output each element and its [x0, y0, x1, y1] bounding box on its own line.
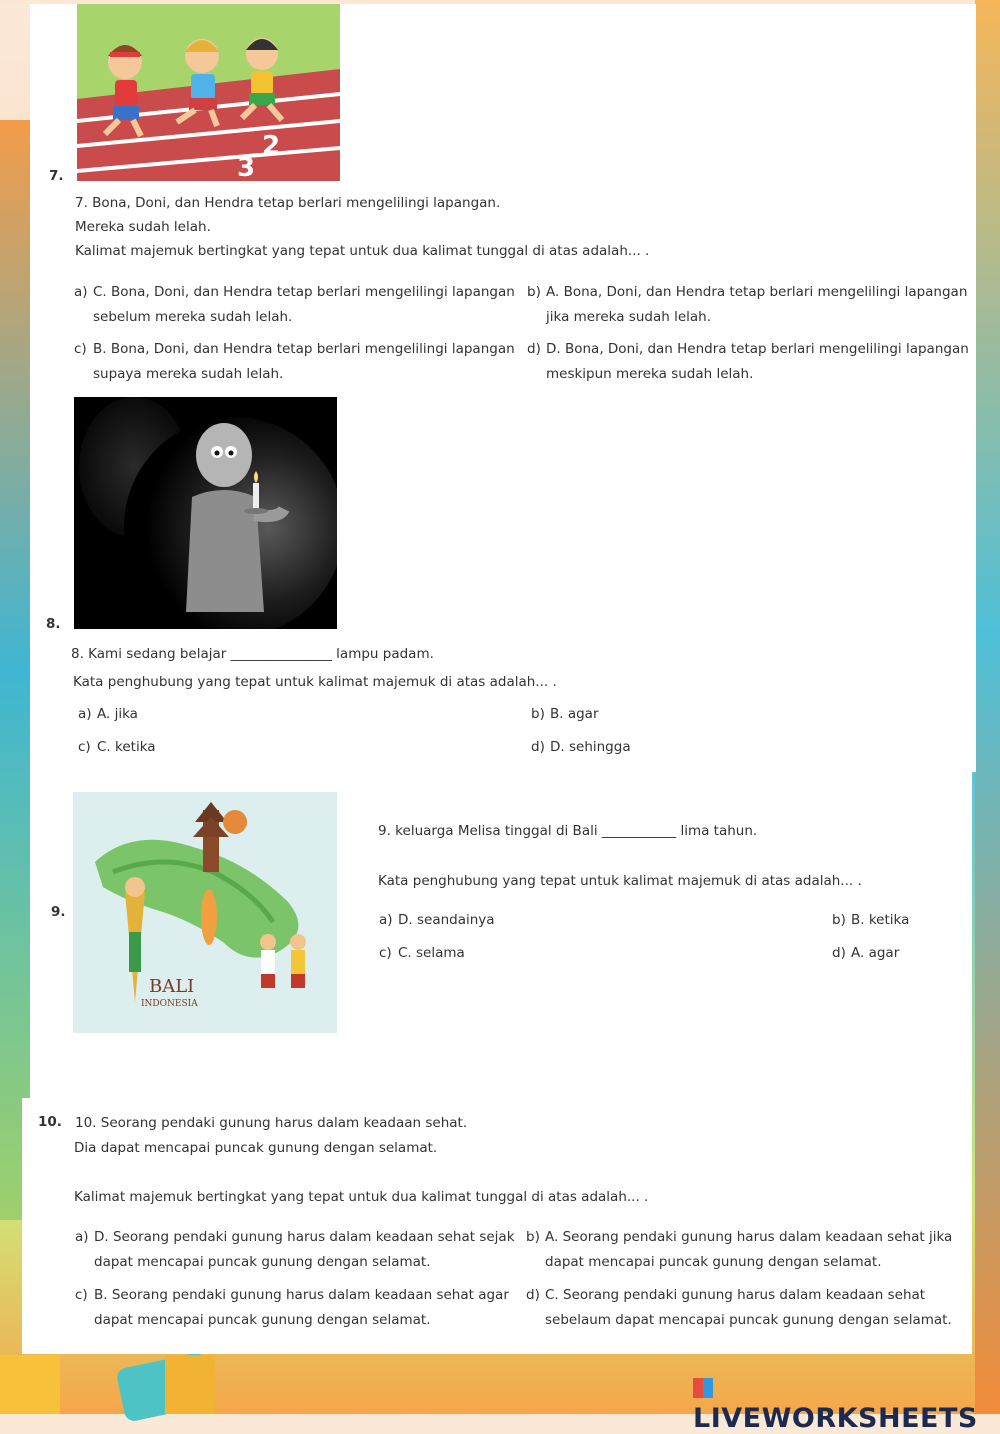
option-letter: a)	[78, 706, 92, 722]
question-8-number: 8.	[46, 616, 61, 632]
option-text: D. sehingga	[550, 739, 631, 755]
option-letter: d)	[832, 945, 846, 961]
question-10-line-3: Kalimat majemuk bertingkat yang tepat untuk dua kalimat tunggal di atas adalah... .	[74, 1189, 649, 1205]
option-letter: d)	[526, 1287, 540, 1303]
question-10-line-1: 10. Seorang pendaki gunung harus dalam keadaan sehat.	[75, 1115, 468, 1131]
question-8-option-b[interactable]	[531, 702, 599, 727]
question-9-option-c[interactable]	[379, 941, 465, 966]
question-9-option-a[interactable]	[379, 908, 495, 933]
option-letter: b)	[527, 284, 541, 300]
question-10-number: 10.	[38, 1114, 62, 1130]
option-text: A. agar	[851, 945, 900, 961]
background-shape-bottom-left	[0, 1355, 60, 1414]
option-text-line-1: D. Bona, Doni, dan Hendra tetap berlari mengelilingi lapangan	[546, 341, 969, 357]
bali-map-image	[73, 792, 337, 1033]
answer-blank[interactable]: ___________	[601, 823, 677, 839]
option-text: A. jika	[97, 706, 138, 722]
running-kids-image	[77, 4, 340, 181]
question-7-option-c[interactable]	[74, 337, 515, 387]
liveworksheets-logo-text: LIVEWORKSHEETS	[693, 1403, 978, 1434]
option-text-line-2: dapat mencapai puncak gunung dengan selamat.	[94, 1254, 431, 1270]
option-text: B. agar	[550, 706, 599, 722]
liveworksheets-logo[interactable]	[693, 1372, 1000, 1434]
bali-map-title: BALI	[149, 976, 195, 997]
option-text-line-1: B. Seorang pendaki gunung harus dalam keadaan sehat agar	[94, 1287, 509, 1303]
question-10-option-b[interactable]	[526, 1225, 952, 1275]
svg-text:3: 3	[237, 153, 256, 181]
question-10-option-d[interactable]	[526, 1283, 952, 1333]
dark-room-candle-image	[74, 397, 337, 629]
question-10-line-2: Dia dapat mencapai puncak gunung dengan selamat.	[74, 1140, 438, 1156]
option-letter: c)	[74, 341, 87, 357]
question-8-option-c[interactable]	[78, 735, 156, 760]
question-8-text-before: 8. Kami sedang belajar	[71, 646, 227, 662]
option-letter: a)	[75, 1229, 89, 1245]
option-text: D. seandainya	[398, 912, 495, 928]
option-text: B. ketika	[851, 912, 910, 928]
question-9-line-1	[378, 822, 757, 840]
option-text-line-2: dapat mencapai puncak gunung dengan selamat.	[545, 1254, 882, 1270]
question-8-option-a[interactable]	[78, 702, 138, 727]
option-letter: b)	[531, 706, 545, 722]
question-7-option-a[interactable]	[74, 280, 515, 330]
bali-map-subtitle: INDONESIA	[141, 999, 198, 1009]
option-letter: b)	[526, 1229, 540, 1245]
question-7-option-b[interactable]	[527, 280, 967, 330]
question-9-option-d[interactable]	[832, 941, 899, 966]
question-10-option-c[interactable]	[75, 1283, 509, 1333]
background-shape-bottom-2	[165, 1355, 215, 1414]
question-10-option-a[interactable]	[75, 1225, 515, 1275]
option-text: C. selama	[398, 945, 465, 961]
option-letter: c)	[75, 1287, 88, 1303]
option-letter: d)	[527, 341, 541, 357]
option-text: C. ketika	[97, 739, 156, 755]
option-text-line-1: B. Bona, Doni, dan Hendra tetap berlari mengelilingi lapangan	[93, 341, 515, 357]
option-text-line-1: A. Bona, Doni, dan Hendra tetap berlari mengelilingi lapangan	[546, 284, 968, 300]
option-text-line-2: supaya mereka sudah lelah.	[93, 366, 284, 382]
question-7-option-d[interactable]	[527, 337, 969, 387]
option-text-line-1: C. Bona, Doni, dan Hendra tetap berlari mengelilingi lapangan	[93, 284, 515, 300]
question-9-text-before: 9. keluarga Melisa tinggal di Bali	[378, 823, 598, 839]
option-text-line-2: sebelaum dapat mencapai puncak gunung dengan selamat.	[545, 1312, 952, 1328]
question-8-line-1	[71, 645, 434, 663]
option-letter: b)	[832, 912, 846, 928]
question-8-option-d[interactable]	[531, 735, 631, 760]
svg-text:2: 2	[262, 131, 281, 161]
question-7-line-3: Kalimat majemuk bertingkat yang tepat untuk dua kalimat tunggal di atas adalah... .	[75, 243, 650, 259]
option-text-line-1: C. Seorang pendaki gunung harus dalam keadaan sehat	[545, 1287, 926, 1303]
option-letter: a)	[74, 284, 88, 300]
option-text-line-2: sebelum mereka sudah lelah.	[93, 309, 293, 325]
option-letter: d)	[531, 739, 545, 755]
question-8-text-after: lampu padam.	[336, 646, 434, 662]
option-text-line-2: meskipun mereka sudah lelah.	[546, 366, 754, 382]
question-7-line-2: Mereka sudah lelah.	[75, 219, 211, 235]
option-text-line-1: D. Seorang pendaki gunung harus dalam keadaan sehat sejak	[94, 1229, 515, 1245]
liveworksheets-logo-icon	[693, 1378, 713, 1398]
option-letter: a)	[379, 912, 393, 928]
question-9-line-2: Kata penghubung yang tepat untuk kalimat majemuk di atas adalah... .	[378, 873, 862, 889]
question-7-line-1: 7. Bona, Doni, dan Hendra tetap berlari mengelilingi lapangan.	[75, 195, 501, 211]
question-8-line-2: Kata penghubung yang tepat untuk kalimat majemuk di atas adalah... .	[73, 674, 557, 690]
option-text-line-1: A. Seorang pendaki gunung harus dalam keadaan sehat jika	[545, 1229, 953, 1245]
option-text-line-2: dapat mencapai puncak gunung dengan selamat.	[94, 1312, 431, 1328]
option-letter: c)	[379, 945, 392, 961]
background-stripe-right	[975, 0, 1000, 1414]
option-letter: c)	[78, 739, 91, 755]
option-text-line-2: jika mereka sudah lelah.	[546, 309, 712, 325]
question-7-number: 7.	[49, 168, 64, 184]
question-9-option-b[interactable]	[832, 908, 909, 933]
question-9-number: 9.	[51, 904, 66, 920]
answer-blank[interactable]: _______________	[230, 646, 332, 662]
question-9-text-after: lima tahun.	[680, 823, 758, 839]
